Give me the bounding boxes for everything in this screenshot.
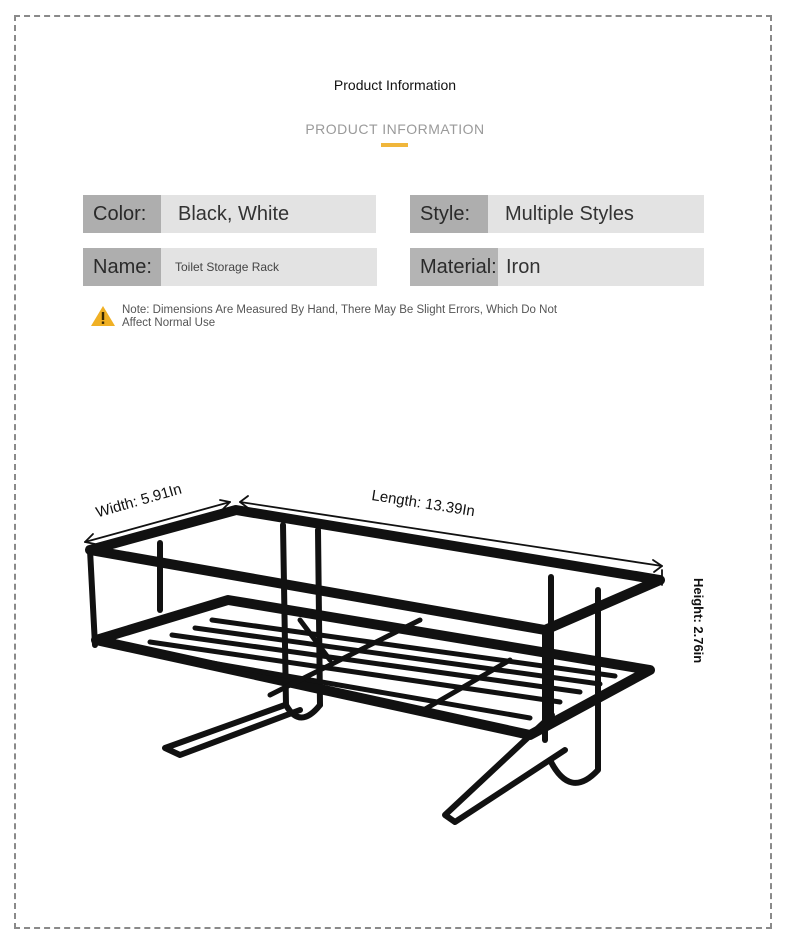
note-text: Note: Dimensions Are Measured By Hand, There May Be Slight Errors, Which Do Not Affect Normal Use [122,304,558,329]
spec-style-value: Multiple Styles [505,202,634,225]
height-dimension-label: Height: 2.76in [691,578,706,664]
measurement-note [90,304,562,330]
spec-style-label: Style: [410,195,488,233]
page-title: Product Information [333,77,457,93]
spec-style [410,195,704,233]
width-dimension-label: Width: 5.91In [94,480,184,522]
warning-icon [90,305,116,327]
spec-name-value: Toilet Storage Rack [175,260,280,274]
spec-material [410,248,704,286]
spec-name-label: Name: [83,248,161,286]
spec-color [83,195,376,233]
spec-color-value: Black, White [178,202,290,225]
section-subtitle: PRODUCT INFORMATION [305,121,485,137]
storage-rack-illustration [0,470,790,840]
length-dimension-label: Length: 13.39In [370,487,476,521]
spec-color-label: Color: [83,195,161,233]
spec-material-label: Material: [410,248,498,286]
accent-underline [381,143,408,147]
spec-name [83,248,377,286]
spec-material-value: Iron [506,255,541,278]
